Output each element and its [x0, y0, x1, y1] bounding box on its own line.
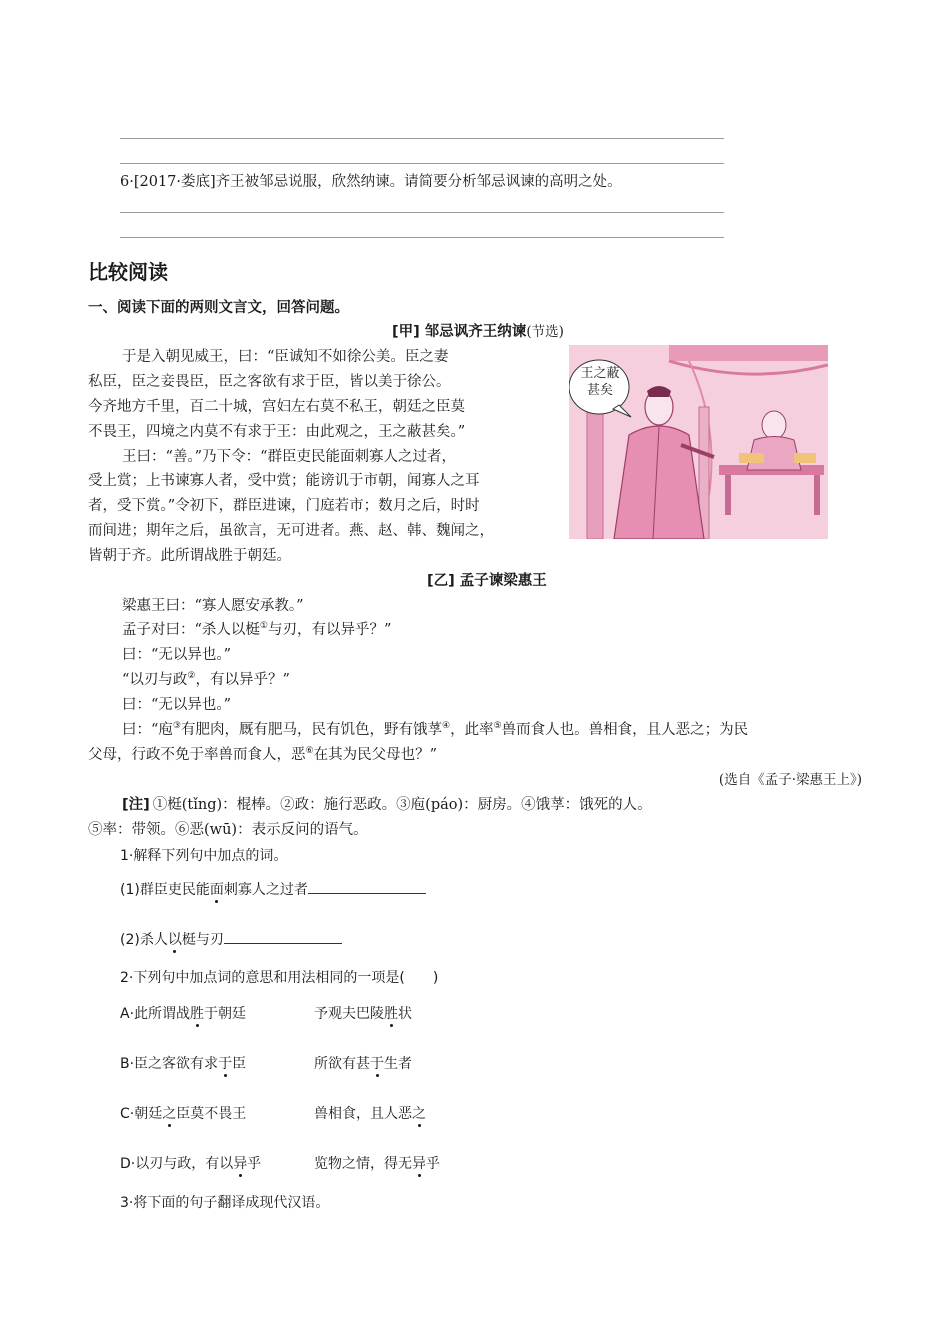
yi-text: “以刃与政: [122, 672, 188, 688]
dotted-word: 之: [162, 1106, 177, 1122]
opt-text: 兽相食，且人恶: [314, 1106, 412, 1122]
question-2: 2·下列句中加点词的意思和用法相同的一项是( ): [120, 970, 439, 986]
jia-line: 王曰：“善。”乃下令：“群臣吏民能面刺寡人之过者，: [122, 449, 456, 465]
answer-line: [120, 163, 724, 164]
question-1-1: [120, 879, 426, 899]
option-c-pair: [314, 1103, 426, 1123]
q-text: 刺寡人之过者: [223, 882, 308, 898]
q-text: 梃与刃: [181, 932, 224, 948]
jia-line: 而间进；期年之后，虽欲言，无可进者。燕、赵、韩、魏闻之，: [88, 523, 494, 539]
option-c[interactable]: [120, 1103, 246, 1123]
notes-line: ⑤率：带领。⑥恶(wū)：表示反问的语气。: [88, 822, 368, 838]
opt-text: 乎: [426, 1156, 440, 1172]
yi-line: [122, 668, 290, 689]
yi-text: 有肥肉，厩有肥马，民有饥色，野有饿莩: [181, 722, 442, 738]
passage-jia-note: (节选): [526, 324, 564, 340]
yi-line: 梁惠王曰：“寡人愿安承教。”: [122, 598, 304, 614]
note-ref: ⑥: [305, 746, 314, 756]
dotted-word: 胜: [190, 1006, 205, 1022]
option-d[interactable]: [120, 1153, 261, 1173]
yi-text: 孟子对曰：“杀人以梃: [122, 622, 260, 638]
opt-text: 予观夫巴陵: [314, 1006, 384, 1022]
yi-line: [88, 743, 437, 764]
note-ref: ①: [259, 621, 268, 631]
question-6: 6·[2017·娄底]齐王被邹忌说服，欣然纳谏。请简要分析邹忌讽谏的高明之处。: [120, 174, 622, 190]
option-d-pair: [314, 1153, 440, 1173]
opt-text: 状: [398, 1006, 412, 1022]
dotted-word: 于: [370, 1056, 384, 1072]
option-a[interactable]: [120, 1003, 246, 1023]
opt-text: D·以刃与政，有以: [120, 1156, 234, 1172]
bubble-line: 甚矣: [586, 383, 613, 398]
yi-text: 与刃，有以异乎？”: [268, 622, 392, 638]
yi-text: ，此率: [450, 722, 494, 738]
section-title: 比较阅读: [88, 260, 168, 284]
section-instruction: 一、阅读下面的两则文言文，回答问题。: [88, 300, 349, 316]
yi-text: 在其为民父母也？”: [313, 747, 437, 763]
option-a-pair: [314, 1003, 412, 1023]
illustration: [569, 345, 828, 539]
opt-text: 于朝廷: [204, 1006, 247, 1022]
q-text: (1)群臣吏民能: [120, 882, 210, 898]
dotted-word: 面: [209, 882, 224, 898]
opt-text: 所欲有甚: [314, 1056, 370, 1072]
opt-text: 览物之情，得无: [314, 1156, 412, 1172]
yi-line: 曰：“无以异也。”: [122, 697, 232, 713]
dotted-word: 以: [167, 932, 182, 948]
option-b-pair: [314, 1053, 412, 1073]
question-1: 1·解释下列句中加点的词。: [120, 848, 288, 864]
answer-line: [120, 212, 724, 213]
yi-line: [122, 718, 748, 739]
yi-text: 兽而食人也。兽相食，且人恶之；为民: [501, 722, 749, 738]
notes-line: [122, 793, 652, 814]
jia-line: 私臣，臣之妾畏臣，臣之客欲有求于臣，皆以美于徐公。: [88, 374, 451, 390]
opt-text: 生者: [384, 1056, 412, 1072]
yi-text: ，有以异乎？”: [195, 672, 290, 688]
option-b[interactable]: [120, 1053, 246, 1073]
yi-source: (选自《孟子·梁惠王上》): [718, 772, 862, 788]
opt-text: A·此所谓战: [120, 1006, 191, 1022]
bubble-line: 王之蔽: [580, 366, 620, 381]
jia-line: 者，受下赏。”令初下，群臣进谏，门庭若市；数月之后，时时: [88, 498, 480, 514]
opt-text: 臣: [232, 1056, 247, 1072]
yi-text: 父母，行政不免于率兽而食人，恶: [88, 747, 306, 763]
jia-line: 皆朝于齐。此所谓战胜于朝廷。: [88, 548, 291, 564]
q-text: (2)杀人: [120, 932, 168, 948]
yi-line: [122, 618, 391, 639]
dotted-word: 异: [412, 1156, 426, 1172]
yi-text: 曰：“庖: [122, 722, 173, 738]
answer-line: [120, 138, 724, 139]
dotted-word: 于: [218, 1056, 233, 1072]
jia-line: 于是入朝见威王，曰：“臣诚知不如徐公美。臣之妻: [122, 349, 449, 365]
jia-line: 受上赏；上书谏寡人者，受中赏；能谤讥于市朝，闻寡人之耳: [88, 473, 480, 489]
dotted-word: 异: [233, 1156, 248, 1172]
jia-line: 不畏王，四境之内莫不有求于王：由此观之，王之蔽甚矣。”: [88, 424, 466, 440]
question-3: 3·将下面的句子翻译成现代汉语。: [120, 1195, 330, 1211]
note-ref: ③: [172, 721, 181, 731]
passage-yi-title: [乙] 孟子谏梁惠王: [427, 573, 547, 589]
illustration-bubble-text: [577, 365, 623, 399]
passage-jia-title-text: [甲] 邹忌讽齐王纳谏: [392, 324, 527, 340]
passage-jia-title: [392, 320, 564, 341]
opt-text: B·臣之客欲有求: [120, 1056, 219, 1072]
jia-line: 今齐地方千里，百二十城，宫妇左右莫不私王，朝廷之臣莫: [88, 399, 465, 415]
note-ref: ④: [442, 721, 451, 731]
question-1-2: [120, 929, 342, 949]
dotted-word: 胜: [384, 1006, 398, 1022]
notes-label: [注]: [122, 797, 150, 813]
opt-text: 乎: [247, 1156, 262, 1172]
notes-text: ①梃(tǐng)：棍棒。②政：施行恶政。③庖(páo)：厨房。④饿莩：饿死的人。: [152, 797, 652, 813]
note-ref: ⑤: [493, 721, 502, 731]
answer-line: [120, 237, 724, 238]
note-ref: ②: [187, 671, 196, 681]
answer-blank[interactable]: [224, 931, 342, 944]
answer-blank[interactable]: [308, 881, 426, 894]
dotted-word: 之: [412, 1106, 426, 1122]
yi-line: 曰：“无以异也。”: [122, 647, 232, 663]
opt-text: 臣莫不畏王: [176, 1106, 247, 1122]
opt-text: C·朝廷: [120, 1106, 163, 1122]
